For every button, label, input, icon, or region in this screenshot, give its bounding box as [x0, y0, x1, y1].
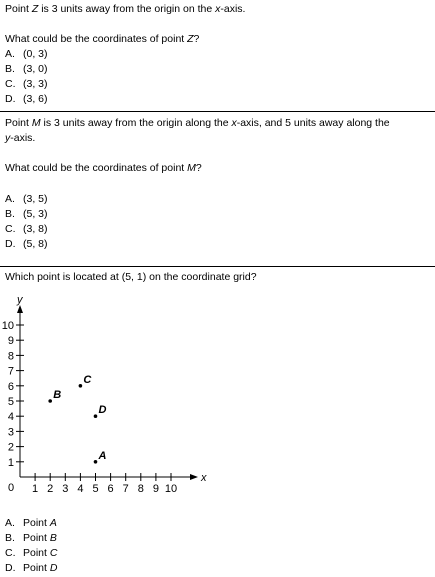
- q1-choice-a[interactable]: [5, 48, 48, 61]
- q1-choice-d[interactable]: [5, 93, 48, 106]
- q1-stem: [5, 3, 245, 16]
- q3-choice-b[interactable]: [5, 532, 57, 545]
- x-tick-label: 10: [164, 483, 178, 495]
- y-tick-label: 8: [7, 350, 14, 363]
- coordinate-grid: [0, 296, 210, 501]
- point-b-marker: [48, 399, 52, 403]
- grid-axes: [8, 296, 207, 494]
- choice-text: Point: [23, 532, 50, 544]
- q2-stem-line-1: [5, 117, 390, 130]
- q1-stem-text: Point: [5, 3, 32, 15]
- point-a-label: A: [98, 449, 107, 462]
- choice-text: Point: [23, 547, 50, 559]
- x-tick-label: 2: [47, 483, 54, 495]
- q1-choice-c[interactable]: [5, 78, 48, 91]
- q2-stem-text-post: -axis.: [10, 132, 36, 144]
- q1-ask-var: Z: [187, 33, 194, 45]
- y-tick-label: 4: [7, 411, 14, 424]
- x-tick-label: 4: [77, 483, 84, 495]
- choice-letter: B.: [5, 532, 15, 544]
- x-axis-label: x: [201, 472, 207, 484]
- q2-stem-text: Point: [5, 117, 32, 129]
- choice-letter: D.: [5, 93, 16, 105]
- x-tick-label: 1: [32, 483, 39, 495]
- divider-2: [0, 266, 435, 267]
- choice-text: (3, 0): [23, 63, 48, 75]
- x-tick-label: 9: [152, 483, 159, 495]
- grid-ticks: [2, 320, 177, 495]
- point-c-marker: [79, 384, 83, 388]
- y-tick-label: 5: [7, 396, 14, 408]
- q2-stem-axis: x: [231, 117, 237, 129]
- divider-1: [0, 111, 435, 112]
- y-tick-label: 3: [7, 426, 14, 439]
- q2-stem-line-2: [5, 132, 35, 145]
- choice-text: (3, 3): [23, 78, 48, 90]
- point-b-label: B: [53, 389, 62, 401]
- y-tick-label: 6: [7, 380, 14, 393]
- grid-points: [48, 374, 106, 464]
- q1-ask-text: What could be the coordinates of point: [5, 33, 188, 45]
- point-c-label: C: [83, 373, 92, 386]
- y-tick-label: 7: [7, 365, 14, 378]
- q3-stem: Which point is located at (5, 1) on the coordinate grid?: [5, 271, 257, 283]
- q2-ask-var: M: [187, 162, 196, 174]
- choice-var: A: [49, 517, 57, 529]
- choice-letter: D.: [5, 238, 16, 250]
- x-tick-label: 8: [137, 483, 144, 495]
- q2-stem-var: M: [31, 117, 41, 129]
- q2-ask-text: What could be the coordinates of point: [5, 162, 188, 174]
- choice-text: Point: [23, 517, 50, 529]
- q3-choice-d[interactable]: [5, 562, 57, 575]
- choice-letter: B.: [5, 208, 15, 220]
- choice-var: D: [49, 562, 58, 574]
- q3-choice-c[interactable]: [5, 547, 57, 560]
- x-tick-label: 7: [122, 483, 129, 495]
- origin-label: 0: [7, 482, 15, 494]
- q1-stem-var: Z: [31, 3, 39, 15]
- q3-choice-a[interactable]: [5, 517, 57, 530]
- q2-choice-d[interactable]: [5, 238, 48, 251]
- choice-letter: A.: [5, 48, 15, 60]
- choice-letter: C.: [5, 223, 16, 235]
- choice-text: Point: [23, 562, 50, 574]
- choice-var: B: [49, 532, 57, 544]
- x-tick-label: 5: [92, 483, 99, 495]
- point-a-marker: [94, 460, 98, 464]
- choice-letter: A.: [5, 193, 15, 205]
- choice-text: (3, 8): [23, 223, 48, 235]
- choice-letter: D.: [5, 562, 16, 574]
- choice-letter: C.: [5, 547, 16, 559]
- choice-letter: C.: [5, 78, 16, 90]
- q1-stem-text-mid: is 3 units away from the origin on the: [38, 3, 216, 15]
- choice-text: (0, 3): [23, 48, 48, 60]
- q1-choice-b[interactable]: [5, 63, 48, 76]
- choice-var: C: [49, 547, 58, 559]
- y-tick-label: 10: [1, 320, 14, 332]
- choice-letter: A.: [5, 517, 15, 529]
- y-tick-label: 2: [7, 441, 14, 454]
- y-tick-label: 1: [7, 456, 14, 469]
- point-d-marker: [94, 414, 98, 418]
- q2-ask: [5, 162, 202, 175]
- q2-choice-b[interactable]: [5, 208, 48, 221]
- q1-ask: [5, 33, 199, 46]
- choice-text: (5, 8): [23, 238, 48, 250]
- q2-choice-a[interactable]: [5, 193, 48, 206]
- y-axis-arrow: [17, 305, 23, 313]
- x-tick-label: 3: [62, 483, 69, 495]
- x-axis-arrow: [190, 474, 198, 480]
- q2-stem-text-mid2: -axis, and 5 units away along the: [236, 117, 390, 129]
- q2-ask-post: ?: [195, 162, 202, 174]
- q2-choice-c[interactable]: [5, 223, 48, 236]
- q1-stem-axis: x: [215, 3, 221, 15]
- x-tick-label: 6: [107, 483, 114, 495]
- q1-ask-post: ?: [193, 33, 200, 45]
- choice-letter: B.: [5, 63, 15, 75]
- q2-stem-axis2: y: [5, 132, 11, 144]
- choice-text: (5, 3): [23, 208, 48, 220]
- choice-text: (3, 6): [23, 93, 48, 105]
- y-tick-label: 9: [7, 335, 14, 348]
- choice-text: (3, 5): [23, 193, 48, 205]
- q1-stem-text-post: -axis.: [220, 3, 246, 15]
- q2-stem-text-mid: is 3 units away from the origin along the: [40, 117, 232, 129]
- y-axis-label: y: [17, 296, 23, 306]
- point-d-label: D: [98, 404, 107, 417]
